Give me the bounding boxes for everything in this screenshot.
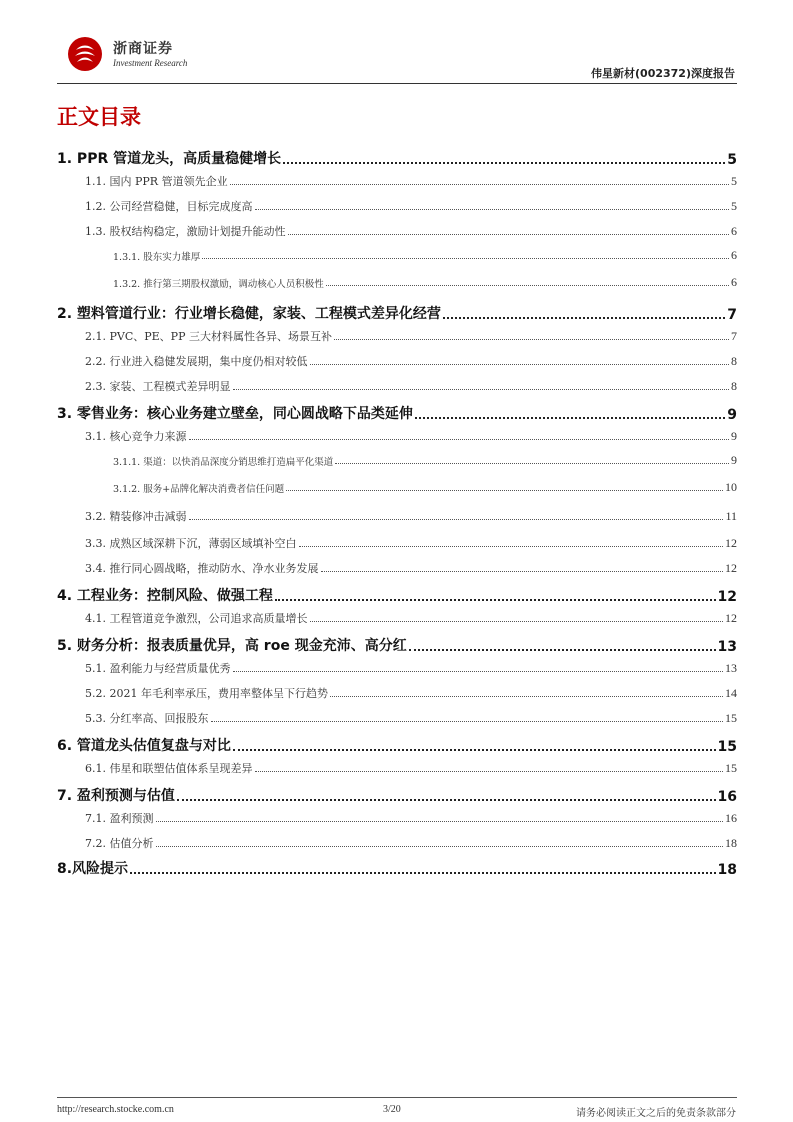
toc-entry-title: 4.1. 工程管道竞争激烈，公司追求高质量增长 [85,612,308,625]
footer-page-indicator: 3/20 [383,1104,401,1115]
toc-entry[interactable] [57,275,737,290]
toc-entry-title: 2.2. 行业进入稳健发展期，集中度仍相对较低 [85,355,308,368]
toc-entry-title: 3.2. 精装修冲击减弱 [85,510,187,523]
footer-url[interactable]: http://research.stocke.com.cn [57,1104,174,1115]
toc-leader-dots [156,821,724,822]
toc-entry-page: 15 [725,761,737,775]
toc-entry[interactable] [57,835,737,851]
toc-entry-title: 5.1. 盈利能力与经营质量优秀 [85,662,231,675]
footer-rule [57,1097,737,1098]
toc-entry-title: 1.3.1. 股东实力雄厚 [113,252,201,263]
toc-entry-page: 6 [731,248,737,262]
toc-leader-dots [233,389,730,390]
toc-entry[interactable] [57,535,737,551]
toc-entry-title: 3. 零售业务：核心业务建立壁垒，同心圆战略下品类延伸 [57,406,413,422]
toc-entry-title: 3.1.1. 渠道：以快消品深度分销思维打造扁平化渠道 [113,457,334,468]
toc-entry-page: 6 [731,224,737,238]
page-header [57,36,737,84]
toc-entry-page: 13 [717,639,737,655]
toc-entry-title: 1.1. 国内 PPR 管道领先企业 [85,175,228,188]
toc-entry[interactable] [57,480,737,495]
toc-leader-dots [409,649,716,651]
toc-leader-dots [255,209,730,210]
toc-entry-page: 16 [717,789,737,805]
toc-entry-page: 7 [727,307,737,323]
toc-entry[interactable] [57,428,737,444]
toc-entry[interactable] [57,660,737,676]
toc-entry-title: 7.2. 估值分析 [85,837,154,850]
toc-entry-title: 7. 盈利预测与估值 [57,788,175,804]
toc-leader-dots [275,599,716,601]
toc-entry-title: 3.1. 核心竞争力来源 [85,430,187,443]
toc-entry[interactable] [57,760,737,776]
toc-entry[interactable] [57,328,737,344]
toc-entry-page: 8 [731,379,737,393]
toc-leader-dots [330,696,723,697]
toc-entry-page: 9 [731,453,737,467]
toc-leader-dots [233,749,716,751]
toc-entry[interactable] [57,453,737,468]
toc-entry-page: 5 [731,199,737,213]
toc-entry[interactable] [57,403,737,423]
toc-leader-dots [286,490,723,491]
toc-entry-title: 1.2. 公司经营稳健，目标完成度高 [85,200,253,213]
toc-leader-dots [211,721,724,722]
toc-entry[interactable] [57,585,737,605]
toc-leader-dots [335,463,729,464]
toc-entry-title: 1. PPR 管道龙头，高质量稳健增长 [57,151,282,167]
toc-entry[interactable] [57,378,737,394]
toc-entry-title: 3.4. 推行同心圆战略，推动防水、净水业务发展 [85,562,319,575]
page-title: 正文目录 [57,105,141,129]
toc-entry-title: 3.3. 成熟区域深耕下沉，薄弱区域填补空白 [85,537,297,550]
toc-entry-page: 11 [725,509,737,523]
toc-leader-dots [310,364,730,365]
toc-leader-dots [230,184,729,185]
toc-leader-dots [334,339,729,340]
toc-entry-title: 2. 塑料管道行业：行业增长稳健，家装、工程模式差异化经营 [57,306,441,322]
toc-entry-title: 3.1.2. 服务+品牌化解决消费者信任问题 [113,484,285,495]
logo-text-en: Investment Research [113,58,188,68]
report-title: 伟星新材(002372)深度报告 [591,67,735,80]
toc-entry[interactable] [57,248,737,263]
toc-entry-title: 2.1. PVC、PE、PP 三大材料属性各异、场景互补 [85,330,332,343]
toc-entry-page: 13 [725,661,737,675]
toc-entry[interactable] [57,710,737,726]
toc-entry[interactable] [57,810,737,826]
toc-entry-title: 5.3. 分红率高、回报股东 [85,712,209,725]
toc-entry-page: 9 [727,407,737,423]
header-rule [57,83,737,84]
toc-entry[interactable] [57,303,737,323]
toc-leader-dots [189,439,730,440]
toc-entry-page: 7 [731,329,737,343]
toc-entry-page: 12 [725,536,737,550]
toc-entry-title: 7.1. 盈利预测 [85,812,154,825]
toc-entry[interactable] [57,785,737,805]
toc-entry-title: 6.1. 伟星和联塑估值体系呈现差异 [85,762,253,775]
toc-leader-dots [130,872,715,874]
toc-leader-dots [321,571,724,572]
toc-entry-page: 8 [731,354,737,368]
footer-disclaimer: 请务必阅读正文之后的免责条款部分 [576,1108,736,1119]
toc-entry[interactable] [57,198,737,214]
toc-leader-dots [415,417,725,419]
toc-leader-dots [255,771,724,772]
toc-leader-dots [233,671,724,672]
toc-entry-page: 6 [731,275,737,289]
toc-leader-dots [156,846,724,847]
toc-entry-page: 18 [725,836,737,850]
toc-entry[interactable] [57,223,737,239]
toc-entry[interactable] [57,148,737,168]
toc-entry-title: 2.3. 家装、工程模式差异明显 [85,380,231,393]
logo-icon [67,36,103,72]
toc-entry-page: 12 [725,611,737,625]
toc-leader-dots [283,162,725,164]
toc-entry-page: 9 [731,429,737,443]
toc-leader-dots [202,258,729,259]
toc-leader-dots [443,317,725,319]
toc-entry-page: 5 [727,152,737,168]
toc-leader-dots [177,799,716,801]
toc-entry-title: 1.3.2. 推行第三期股权激励，调动核心人员积极性 [113,279,324,290]
toc-leader-dots [299,546,724,547]
toc-entry[interactable] [57,508,737,524]
toc-leader-dots [189,519,724,520]
toc-entry[interactable] [57,353,737,369]
toc-entry[interactable] [57,735,737,755]
toc-entry-title: 8.风险提示 [57,861,129,877]
logo-text-cn: 浙商证券 [113,41,173,57]
toc-entry-page: 18 [717,862,737,878]
toc-entry[interactable] [57,635,737,655]
toc-entry-page: 12 [717,589,737,605]
toc-entry-page: 5 [731,174,737,188]
toc-entry-title: 5.2. 2021 年毛利率承压，费用率整体呈下行趋势 [85,687,328,700]
toc-entry[interactable] [57,173,737,189]
toc-entry[interactable] [57,685,737,701]
toc-entry-page: 16 [725,811,737,825]
toc-leader-dots [288,234,730,235]
toc-entry-title: 6. 管道龙头估值复盘与对比 [57,738,231,754]
toc-entry-page: 12 [725,561,737,575]
toc-entry-page: 15 [717,739,737,755]
toc-leader-dots [326,285,729,286]
toc-entry[interactable] [57,560,737,576]
toc-entry[interactable] [57,610,737,626]
toc-entry[interactable] [57,858,737,878]
toc-entry-title: 1.3. 股权结构稳定，激励计划提升能动性 [85,225,286,238]
toc-entry-page: 14 [725,686,737,700]
toc-leader-dots [310,621,724,622]
toc-entry-title: 5. 财务分析：报表质量优异，高 roe 现金充沛、高分红 [57,638,407,654]
toc-entry-page: 10 [725,480,737,494]
toc-entry-page: 15 [725,711,737,725]
toc-entry-title: 4. 工程业务：控制风险、做强工程 [57,588,273,604]
